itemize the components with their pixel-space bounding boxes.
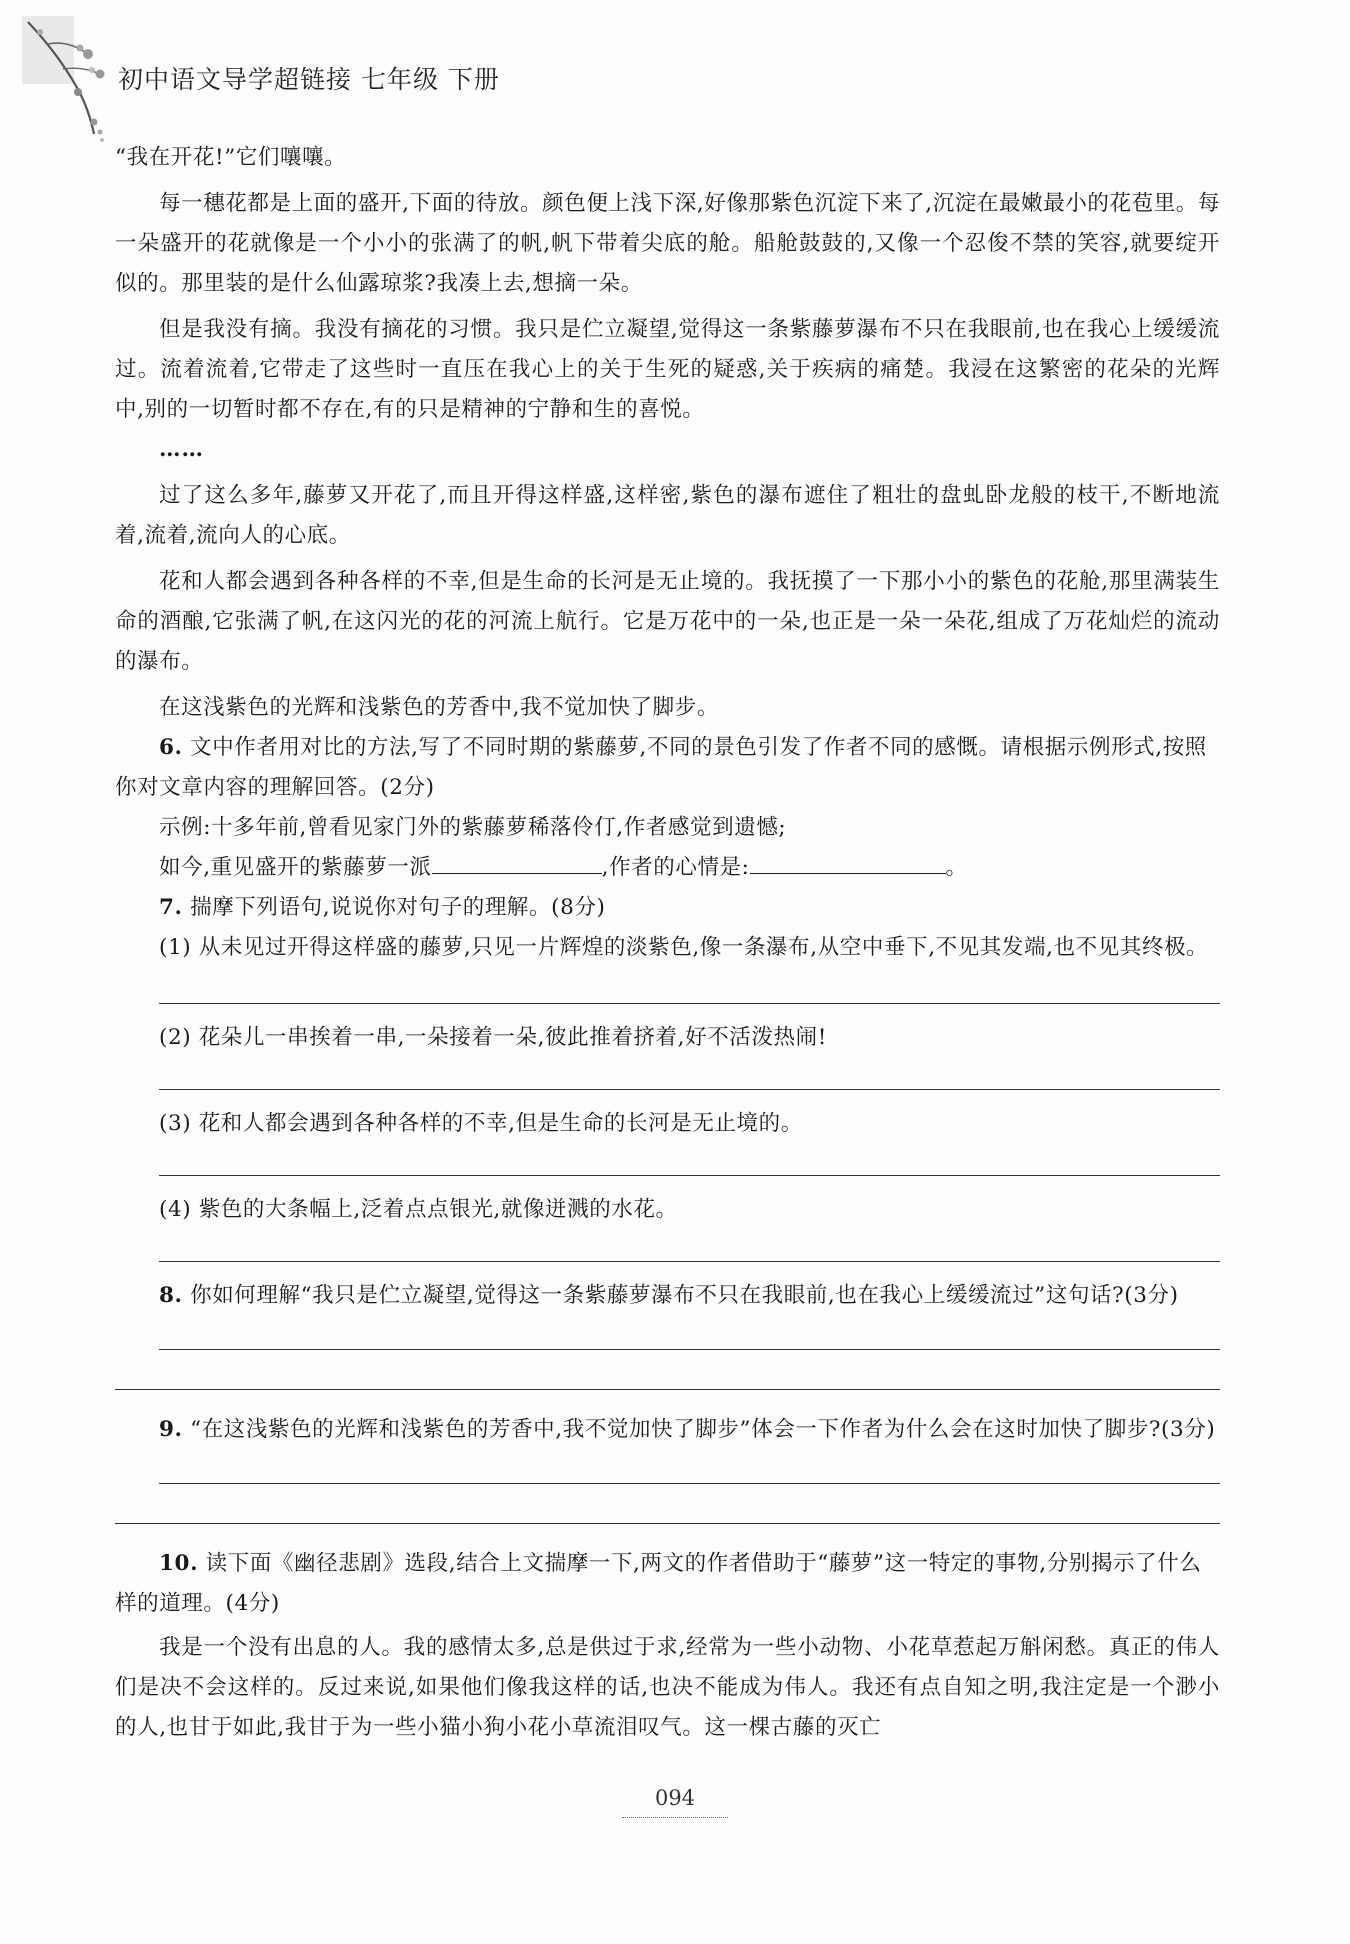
passage-paragraph-2: 每一穗花都是上面的盛开,下面的待放。颜色便上浅下深,好像那紫色沉淀下来了,沉淀在最嫩最小的花苞里。每一朵盛开的花就像是一个小小的张满了的帆,帆下带着尖底的舱。船舱鼓鼓的,又像一个忍俊不禁的笑容,就要绽开似的。那里装的是什么仙露琼浆?我凑上去,想摘一朵。 bbox=[115, 191, 1221, 296]
question-9-text: “在这浅紫色的光辉和浅紫色的芳香中,我不觉加快了脚步”体会一下作者为什么会在这时加快了脚步?(3分) bbox=[190, 1417, 1216, 1442]
question-6-blank-scene[interactable] bbox=[432, 849, 602, 874]
question-6-example: 示例:十多年前,曾看见家门外的紫藤萝稀落伶仃,作者感觉到遗憾; bbox=[159, 815, 787, 840]
book-header-title: 初中语文导学超链接 七年级 下册 bbox=[118, 65, 500, 94]
question-6-fill-row bbox=[115, 848, 1220, 888]
question-8-text: 你如何理解“我只是伫立凝望,觉得这一条紫藤萝瀑布不只在我眼前,也在我心上缓缓流过”这句话?(3分) bbox=[190, 1283, 1179, 1308]
question-10 bbox=[115, 1544, 1220, 1624]
question-6-fill-prefix: 如今,重见盛开的紫藤萝一派 bbox=[159, 855, 432, 880]
page-content bbox=[115, 138, 1220, 1748]
question-6-blank-mood[interactable] bbox=[750, 849, 946, 874]
answer-line-8-1[interactable] bbox=[115, 1316, 1220, 1360]
question-7-text: 揣摩下列语句,说说你对句子的理解。(8分) bbox=[190, 895, 606, 920]
passage-paragraph-6: 在这浅紫色的光辉和浅紫色的芳香中,我不觉加快了脚步。 bbox=[159, 695, 719, 720]
plum-blossom-decoration-icon bbox=[18, 14, 118, 144]
question-6-text: 文中作者用对比的方法,写了不同时期的紫藤萝,不同的景色引发了作者不同的感慨。请根据示例形式,按照你对文章内容的理解回答。(2分) bbox=[115, 735, 1207, 800]
page-number-rule bbox=[622, 1817, 728, 1818]
question-7-item-4: (4) 紫色的大条幅上,泛着点点银光,就像迸溅的水花。 bbox=[159, 1197, 678, 1222]
question-8 bbox=[115, 1276, 1220, 1316]
answer-line-9-2[interactable] bbox=[115, 1494, 1220, 1534]
passage-paragraph-3: 但是我没有摘。我没有摘花的习惯。我只是伫立凝望,觉得这一条紫藤萝瀑布不只在我眼前,也在我心上缓缓流过。流着流着,它带走了这些时一直压在我心上的关于生死的疑惑,关于疾病的痛楚。我浸在这繁密的花朵的光辉中,别的一切暂时都不存在,有的只是精神的宁静和生的喜悦。 bbox=[115, 317, 1220, 422]
question-9-number: 9. bbox=[159, 1417, 183, 1442]
question-7-item-3: (3) 花和人都会遇到各种各样的不幸,但是生命的长河是无止境的。 bbox=[159, 1111, 803, 1136]
question-10-number: 10. bbox=[159, 1551, 199, 1576]
passage-ellipsis: …… bbox=[159, 437, 204, 462]
answer-line-9-1[interactable] bbox=[115, 1450, 1220, 1494]
passage-paragraph-1: “我在开花!”它们嚷嚷。 bbox=[115, 145, 347, 170]
answer-line-7-2[interactable] bbox=[115, 1058, 1220, 1100]
question-7-item-1: (1) 从未见过开得这样盛的藤萝,只见一片辉煌的淡紫色,像一条瀑布,从空中垂下,不见其发端,也不见其终极。 bbox=[159, 935, 1209, 960]
question-7-number: 7. bbox=[159, 895, 183, 920]
answer-line-7-4[interactable] bbox=[115, 1230, 1220, 1272]
question-6-fill-middle: ,作者的心情是: bbox=[601, 855, 750, 880]
passage-paragraph-5: 花和人都会遇到各种各样的不幸,但是生命的长河是无止境的。我抚摸了一下那小小的紫色的花舱,那里满装生命的酒酿,它张满了帆,在这闪光的花的河流上航行。它是万花中的一朵,也正是一朵一朵花,组成了万花灿烂的流动的瀑布。 bbox=[115, 569, 1220, 674]
page-number: 094 bbox=[654, 1786, 696, 1810]
question-9 bbox=[115, 1410, 1220, 1450]
answer-line-7-1[interactable] bbox=[115, 968, 1220, 1014]
answer-line-7-3[interactable] bbox=[115, 1144, 1220, 1186]
passage-paragraph-4: 过了这么多年,藤萝又开花了,而且开得这样盛,这样密,紫色的瀑布遮住了粗壮的盘虬卧龙般的枝干,不断地流着,流着,流向人的心底。 bbox=[115, 483, 1220, 548]
question-6-number: 6. bbox=[159, 735, 183, 760]
answer-line-8-2[interactable] bbox=[115, 1360, 1220, 1400]
question-8-number: 8. bbox=[159, 1283, 183, 1308]
question-10-excerpt: 我是一个没有出息的人。我的感情太多,总是供过于求,经常为一些小动物、小花草惹起万斛闲愁。真正的伟人们是决不会这样的。反过来说,如果他们像我这样的话,也决不能成为伟人。我还有点自知之明,我注定是一个渺小的人,也甘于如此,我甘于为一些小猫小狗小花小草流泪叹气。这一棵古藤的灭亡 bbox=[115, 1635, 1220, 1740]
question-7-item-2: (2) 花朵儿一串挨着一串,一朵接着一朵,彼此推着挤着,好不活泼热闹! bbox=[159, 1025, 827, 1050]
question-10-text: 读下面《幽径悲剧》选段,结合上文揣摩一下,两文的作者借助于“藤萝”这一特定的事物,分别揭示了什么样的道理。(4分) bbox=[115, 1551, 1202, 1616]
question-6-fill-end: 。 bbox=[945, 855, 968, 880]
question-7 bbox=[115, 888, 1220, 928]
question-6 bbox=[115, 728, 1220, 808]
